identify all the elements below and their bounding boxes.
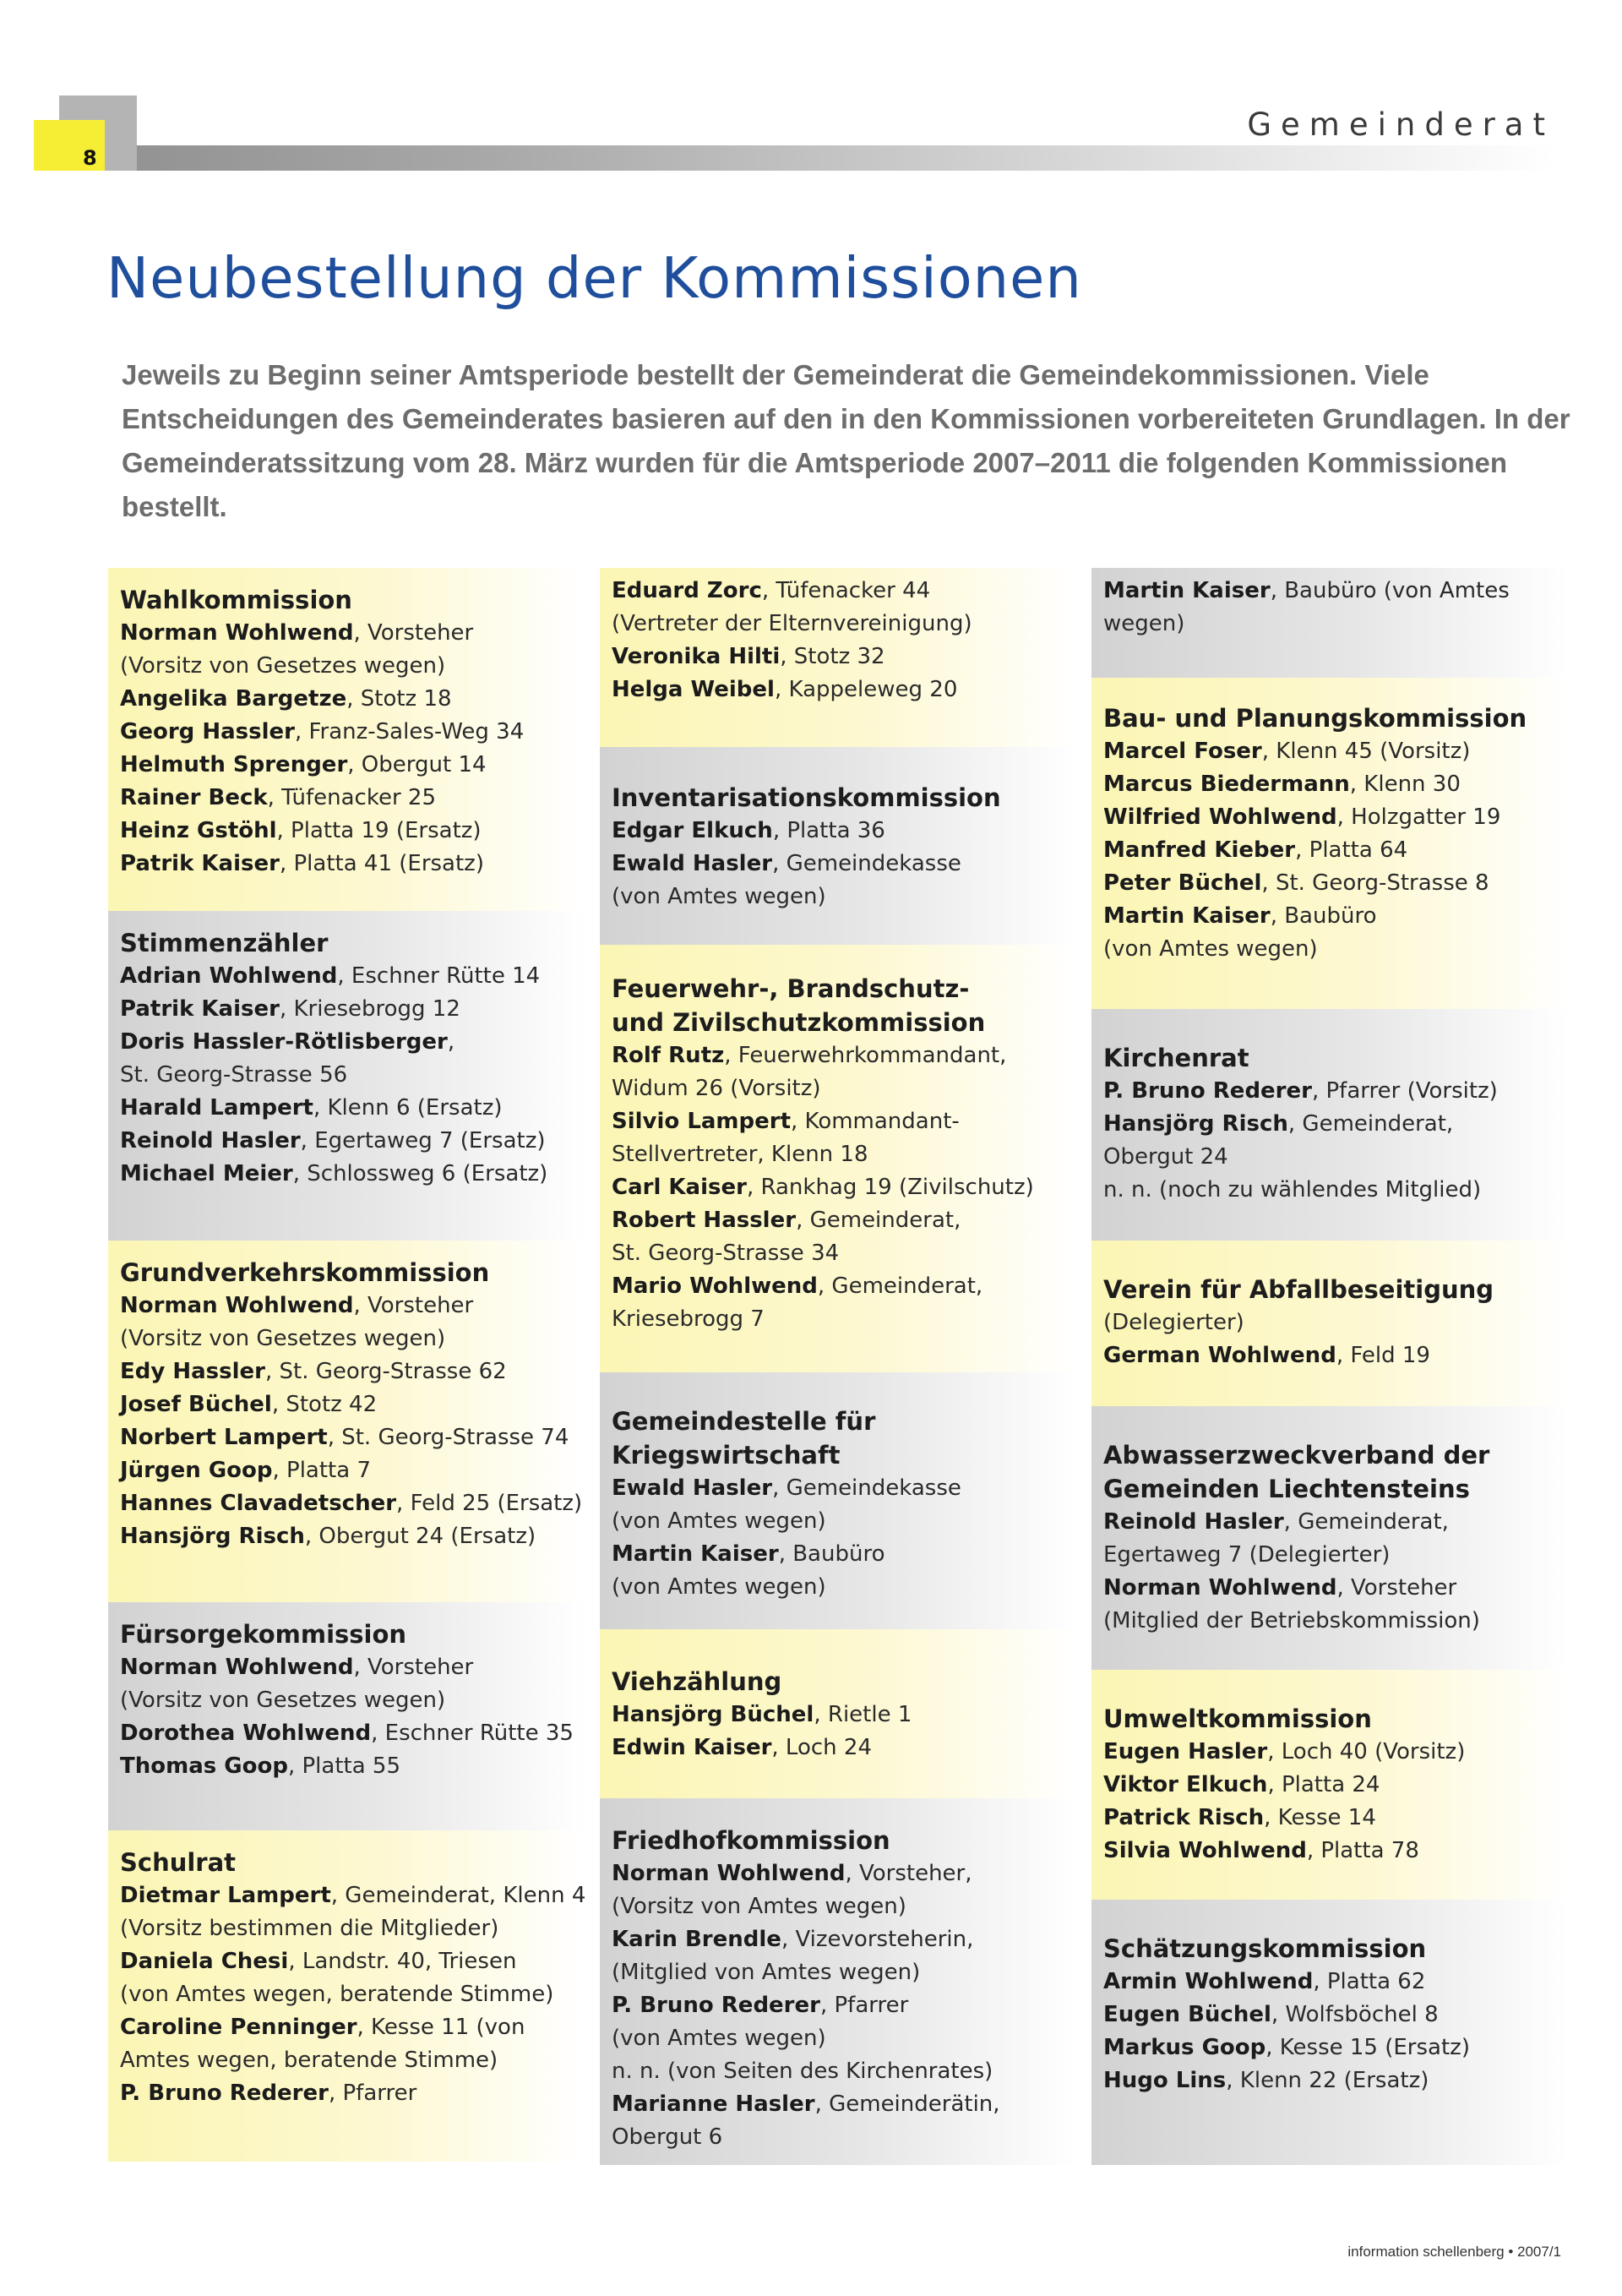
commission-title: Feuerwehr-, Brandschutz- und Zivilschutzkommission [612, 974, 986, 1037]
member-line: Stellvertreter, Klenn 18 [612, 1142, 868, 1167]
commission-box-inventarisationskommission [600, 747, 1077, 945]
member-line: St. Georg-Strasse 34 [612, 1241, 840, 1266]
commission-box-grundverkehrskommission [108, 1241, 585, 1602]
member-line: Edy Hassler, St. Georg-Strasse 62 [120, 1359, 507, 1384]
member-line: Patrick Risch, Kesse 14 [1103, 1805, 1376, 1830]
member-line: Ewald Hasler, Gemeindekasse [612, 851, 961, 876]
member-line: Eduard Zorc, Tüfenacker 44 [612, 578, 931, 603]
member-line: Josef Büchel, Stotz 42 [120, 1392, 378, 1417]
commission-title: Gemeindestelle für Kriegswirtschaft [612, 1407, 876, 1470]
commission-box-kriegswirtschaft [600, 1372, 1077, 1629]
member-line: Helmuth Sprenger, Obergut 14 [120, 752, 487, 777]
commission-box-wahlkommission [108, 568, 585, 911]
member-line: Hugo Lins, Klenn 22 (Ersatz) [1103, 2068, 1429, 2093]
commission-title: Schulrat [120, 1848, 237, 1877]
member-line: (Vorsitz von Gesetzes wegen) [120, 1326, 446, 1351]
member-line: P. Bruno Rederer, Pfarrer [612, 1993, 909, 2018]
commission-box-schulrat-continued [600, 568, 1077, 747]
commission-box-feuerwehrkommission [600, 945, 1077, 1372]
member-line: Martin Kaiser, Baubüro [612, 1541, 885, 1567]
member-line: Georg Hassler, Franz-Sales-Weg 34 [120, 719, 525, 744]
member-line: (Vorsitz bestimmen die Mitglieder) [120, 1916, 499, 1941]
member-line: (von Amtes wegen) [612, 2026, 826, 2051]
commission-box-umweltkommission [1091, 1670, 1569, 1900]
commission-title: Umweltkommission [1103, 1704, 1372, 1733]
commission-title: Wahlkommission [120, 586, 352, 614]
member-line: (Vorsitz von Gesetzes wegen) [120, 1688, 446, 1713]
page-number: 8 [83, 146, 97, 170]
member-line: Obergut 6 [612, 2124, 723, 2150]
commission-box-umwelt-continued [1091, 568, 1569, 678]
commission-box-fuersorgekommission [108, 1602, 585, 1830]
footer-publication: information schellenberg • 2007/1 [1347, 2244, 1561, 2260]
member-line: Caroline Penninger, Kesse 11 (von [120, 2015, 525, 2040]
member-line: Daniela Chesi, Landstr. 40, Triesen [120, 1949, 517, 1974]
member-line: Martin Kaiser, Baubüro (von Amtes [1103, 578, 1510, 603]
member-line: Armin Wohlwend, Platta 62 [1103, 1969, 1426, 1994]
member-line: Dorothea Wohlwend, Eschner Rütte 35 [120, 1721, 574, 1746]
commission-box-abfallbeseitigung [1091, 1241, 1569, 1406]
page-title: Neubestellung der Kommissionen [106, 245, 1082, 311]
header-bar [34, 145, 1554, 171]
member-line: (Delegierter) [1103, 1310, 1244, 1335]
commission-box-viehzaehlung [600, 1629, 1077, 1798]
member-line: Hansjörg Risch, Obergut 24 (Ersatz) [120, 1524, 536, 1549]
commission-title: Viehzählung [612, 1667, 782, 1696]
member-line: Veronika Hilti, Stotz 32 [612, 644, 885, 669]
member-line: Martin Kaiser, Baubüro [1103, 903, 1377, 929]
commission-title: Kirchenrat [1103, 1044, 1249, 1072]
member-line: Michael Meier, Schlossweg 6 (Ersatz) [120, 1161, 548, 1186]
member-line: Ewald Hasler, Gemeindekasse [612, 1475, 961, 1501]
member-line: Helga Weibel, Kappeleweg 20 [612, 677, 958, 702]
member-line: Norman Wohlwend, Vorsteher [120, 620, 474, 646]
member-line: Thomas Goop, Platta 55 [120, 1753, 400, 1779]
member-line: Patrik Kaiser, Platta 41 (Ersatz) [120, 851, 484, 876]
member-line: Norman Wohlwend, Vorsteher [120, 1293, 474, 1318]
member-line: Silvia Wohlwend, Platta 78 [1103, 1838, 1419, 1863]
column-right [1091, 568, 1569, 2165]
member-line: Edwin Kaiser, Loch 24 [612, 1735, 872, 1760]
member-line: Karin Brendle, Vizevorsteherin, [612, 1927, 974, 1952]
member-line: Egertaweg 7 (Delegierter) [1103, 1542, 1391, 1568]
member-line: (Mitglied von Amtes wegen) [612, 1960, 921, 1985]
member-line: P. Bruno Rederer, Pfarrer (Vorsitz) [1103, 1078, 1498, 1104]
member-line: Eugen Büchel, Wolfsböchel 8 [1103, 2002, 1439, 2027]
member-line: Marianne Hasler, Gemeinderätin, [612, 2091, 1000, 2117]
intro-paragraph: Jeweils zu Beginn seiner Amtsperiode bestellt der Gemeinderat die Gemeindekommissionen. Viele Entscheidungen des Gemeinderates basieren auf den in den Kommissionen vorbereiteten Grundlagen. In der Gemeinderatssitzung vom 28. März wurden für die Amtsperiode 2007–2011 die folgenden Kommissionen bestellt. [122, 359, 1570, 522]
member-line: Hannes Clavadetscher, Feld 25 (Ersatz) [120, 1491, 583, 1516]
commission-box-kirchenrat [1091, 1009, 1569, 1241]
commission-box-schaetzungskommission [1091, 1900, 1569, 2165]
member-line: wegen) [1103, 611, 1185, 636]
member-line: (von Amtes wegen) [612, 1574, 826, 1600]
member-line: Rainer Beck, Tüfenacker 25 [120, 785, 436, 810]
member-line: P. Bruno Rederer, Pfarrer [120, 2081, 417, 2106]
member-line: Harald Lampert, Klenn 6 (Ersatz) [120, 1095, 503, 1121]
member-line: (von Amtes wegen, beratende Stimme) [120, 1982, 554, 2007]
member-line: Rolf Rutz, Feuerwehrkommandant, [612, 1043, 1007, 1068]
member-line: Hansjörg Büchel, Rietle 1 [612, 1702, 912, 1727]
commission-title: Abwasserzweckverband der Gemeinden Liechtensteins [1103, 1441, 1490, 1503]
member-line: Marcus Biedermann, Klenn 30 [1103, 772, 1461, 797]
member-line: Angelika Bargetze, Stotz 18 [120, 686, 452, 712]
member-line: Markus Goop, Kesse 15 (Ersatz) [1103, 2035, 1470, 2060]
member-line: Widum 26 (Vorsitz) [612, 1076, 821, 1101]
member-line: Patrik Kaiser, Kriesebrogg 12 [120, 996, 460, 1022]
member-line: Robert Hassler, Gemeinderat, [612, 1208, 961, 1233]
member-line: St. Georg-Strasse 56 [120, 1062, 348, 1088]
member-line: Adrian Wohlwend, Eschner Rütte 14 [120, 963, 541, 989]
member-line: Viktor Elkuch, Platta 24 [1103, 1772, 1380, 1797]
commission-box-friedhofkommission [600, 1798, 1077, 2165]
member-line: n. n. (noch zu wählendes Mitglied) [1103, 1177, 1482, 1203]
member-line: Eugen Hasler, Loch 40 (Vorsitz) [1103, 1739, 1466, 1764]
member-line: Norman Wohlwend, Vorsteher [120, 1655, 474, 1680]
member-line: (Vorsitz von Amtes wegen) [612, 1894, 906, 1919]
commission-box-abwasserzweckverband [1091, 1406, 1569, 1670]
section-label: Gemeinderat [1247, 106, 1554, 143]
member-line: Edgar Elkuch, Platta 36 [612, 818, 885, 843]
member-line: (Vertreter der Elternvereinigung) [612, 611, 972, 636]
member-line: Amtes wegen, beratende Stimme) [120, 2048, 498, 2073]
member-line: (Mitglied der Betriebskommission) [1103, 1608, 1480, 1633]
member-line: Reinold Hasler, Gemeinderat, [1103, 1509, 1449, 1535]
member-line: Hansjörg Risch, Gemeinderat, [1103, 1111, 1454, 1137]
column-middle [600, 568, 1077, 2165]
column-left [108, 568, 585, 2162]
commission-title: Schätzungskommission [1103, 1934, 1427, 1963]
commission-box-stimmenzaehler [108, 911, 585, 1241]
member-line: (von Amtes wegen) [612, 884, 826, 909]
member-line: Silvio Lampert, Kommandant- [612, 1109, 960, 1134]
member-line: (Vorsitz von Gesetzes wegen) [120, 653, 446, 679]
member-line: Marcel Foser, Klenn 45 (Vorsitz) [1103, 739, 1471, 764]
member-line: Norman Wohlwend, Vorsteher [1103, 1575, 1457, 1601]
commission-title: Verein für Abfallbeseitigung [1103, 1275, 1494, 1304]
member-line: Doris Hassler-Rötlisberger, [120, 1029, 455, 1055]
commission-box-schulrat [108, 1830, 585, 2162]
commission-title: Bau- und Planungskommission [1103, 704, 1527, 733]
commission-title: Friedhofkommission [612, 1826, 890, 1855]
member-line: Mario Wohlwend, Gemeinderat, [612, 1273, 983, 1299]
member-line: (von Amtes wegen) [612, 1508, 826, 1534]
member-line: Carl Kaiser, Rankhag 19 (Zivilschutz) [612, 1175, 1034, 1200]
member-line: German Wohlwend, Feld 19 [1103, 1343, 1430, 1368]
member-line: Manfred Kieber, Platta 64 [1103, 837, 1408, 863]
member-line: Jürgen Goop, Platta 7 [120, 1458, 371, 1483]
member-line: Dietmar Lampert, Gemeinderat, Klenn 4 [120, 1883, 586, 1908]
member-line: Norbert Lampert, St. Georg-Strasse 74 [120, 1425, 569, 1450]
member-line: Wilfried Wohlwend, Holzgatter 19 [1103, 804, 1501, 830]
member-line: Heinz Gstöhl, Platta 19 (Ersatz) [120, 818, 482, 843]
commission-title: Grundverkehrskommission [120, 1258, 490, 1287]
commission-title: Fürsorgekommission [120, 1620, 407, 1649]
member-line: Reinold Hasler, Egertaweg 7 (Ersatz) [120, 1128, 546, 1153]
commission-box-bau-planung [1091, 678, 1569, 1009]
member-line: (von Amtes wegen) [1103, 936, 1318, 962]
member-line: Kriesebrogg 7 [612, 1306, 765, 1332]
commission-title: Stimmenzähler [120, 929, 329, 957]
commission-title: Inventarisationskommission [612, 783, 1001, 812]
member-line: Peter Büchel, St. Georg-Strasse 8 [1103, 870, 1489, 896]
member-line: n. n. (von Seiten des Kirchenrates) [612, 2059, 993, 2084]
member-line: Norman Wohlwend, Vorsteher, [612, 1861, 972, 1886]
member-line: Obergut 24 [1103, 1144, 1228, 1170]
